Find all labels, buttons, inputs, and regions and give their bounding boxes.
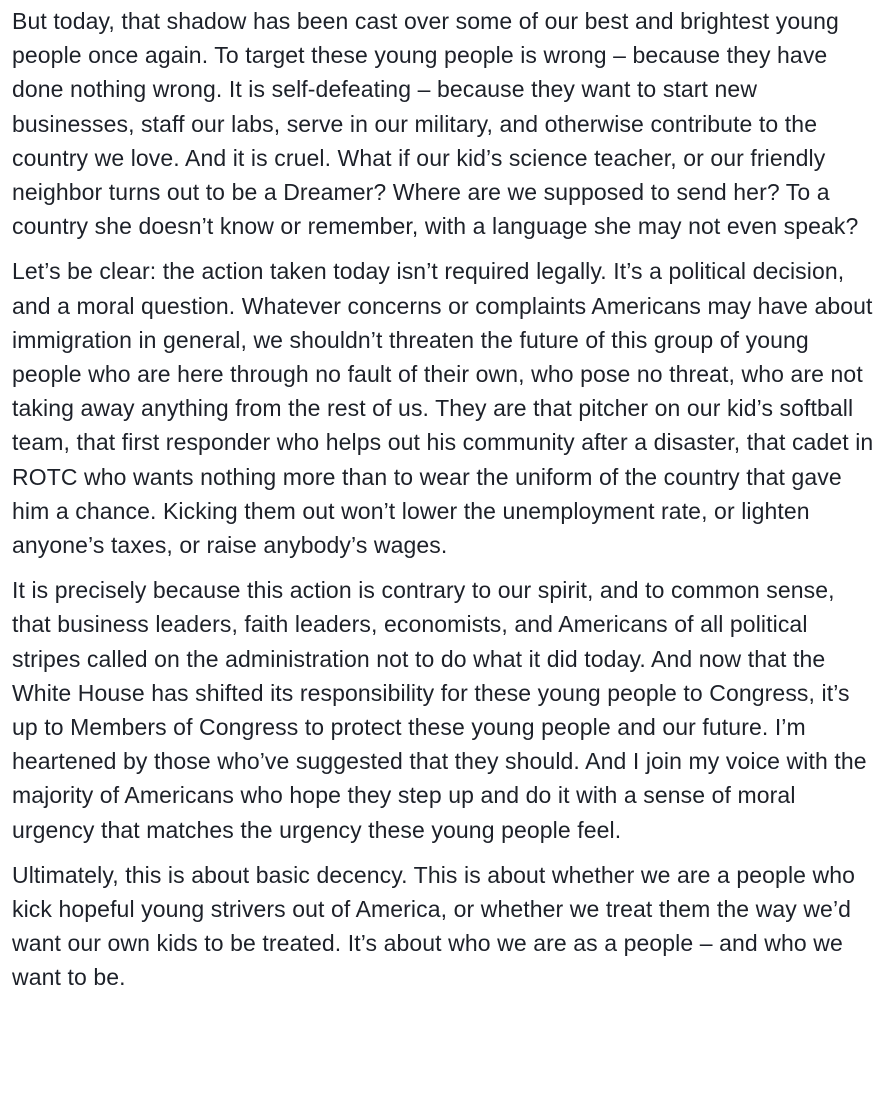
paragraph-3: It is precisely because this action is contrary to our spirit, and to common sense, that business leaders, faith leaders, economists, and Americans of all political stripes called on the administration not to do what it did today. And now that the White House has shifted its responsibility for these young people to Congress, it’s up to Members of Congress to protect these young people and our future. I’m heartened by those who’ve suggested that they should. And I join my voice with the majority of Americans who hope they step up and do it with a sense of moral urgency that matches the urgency these young people feel. xyxy=(12,577,867,843)
paragraph-2: Let’s be clear: the action taken today isn’t required legally. It’s a political decision, and a moral question. Whatever concerns or complaints Americans may have about immigration in general, we shouldn’t threaten the future of this group of young people who are here through no fault of their own, who pose no threat, who are not taking away anything from the rest of us. They are that pitcher on our kid’s softball team, that first responder who helps out his community after a disaster, that cadet in ROTC who wants nothing more than to wear the uniform of the country that gave him a chance. Kicking them out won’t lower the unemployment rate, or lighten anyone’s taxes, or raise anybody’s wages. xyxy=(12,258,874,559)
paragraph-1: But today, that shadow has been cast over some of our best and brightest young people once again. To target these young people is wrong – because they have done nothing wrong. It is self-defeating – because they want to start new businesses, staff our labs, serve in our military, and otherwise contribute to the country we love. And it is cruel. What if our kid’s science teacher, or our friendly neighbor turns out to be a Dreamer? Where are we supposed to send her? To a country she doesn’t know or remember, with a language she may not even speak? xyxy=(12,8,859,240)
paragraph-4: Ultimately, this is about basic decency. This is about whether we are a people who kick hopeful young strivers out of America, or whether we treat them the way we’d want our own kids to be treated. It’s about who we are as a people – and who we want to be. xyxy=(12,861,856,991)
